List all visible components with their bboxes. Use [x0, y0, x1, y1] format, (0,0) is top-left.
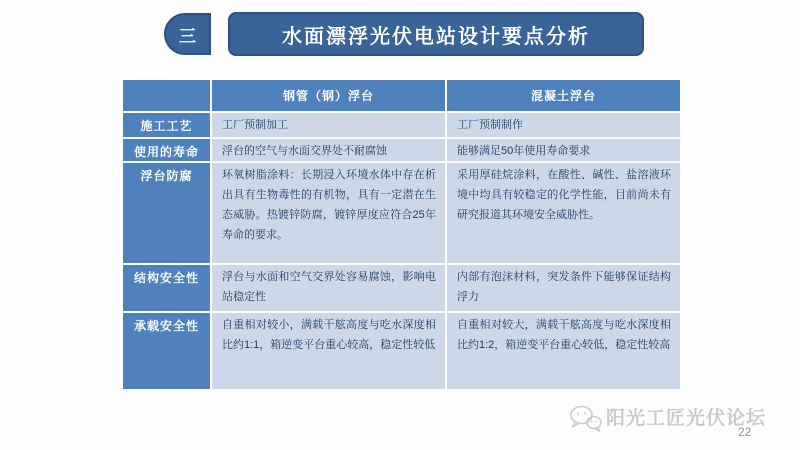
- footer: [560, 400, 780, 445]
- cell-concrete: 自重相对较大，满载干舷高度与吃水深度相比约1:2，箱逆变平台重心较低，稳定性较高: [447, 313, 680, 389]
- row-label: 使用的寿命: [123, 139, 210, 161]
- table-header-row: [123, 80, 680, 111]
- cell-steel: 自重相对较小，满载干舷高度与吃水深度相比约1:1，箱逆变平台重心较高，稳定性较低: [212, 313, 445, 389]
- table-row: [123, 113, 680, 137]
- cell-steel: 工厂预制加工: [212, 113, 445, 137]
- row-label: 承载安全性: [123, 313, 210, 389]
- cell-concrete: 采用厚硅烷涂料，在酸性、碱性、盐溶液环境中均具有较稳定的化学性能，目前尚未有研究报道其环境安全威胁性。: [447, 163, 680, 263]
- page-number: 22: [738, 425, 752, 439]
- header-cell-concrete: 混凝土浮台: [447, 80, 680, 111]
- row-label: 施工工艺: [123, 113, 210, 137]
- section-number: 三: [179, 26, 196, 46]
- cell-concrete: 工厂预制制作: [447, 113, 680, 137]
- header-cell-empty: [123, 80, 210, 111]
- title-box: [228, 12, 644, 56]
- table-row: [123, 313, 680, 389]
- cell-steel: 浮台的空气与水面交界处不耐腐蚀: [212, 139, 445, 161]
- footer-brand-text: 阳光工匠光伏论坛: [606, 408, 767, 429]
- section-number-badge: [164, 13, 211, 55]
- cell-steel: 环氧树脂涂料：长期浸入环境水体中存在析出具有生物毒性的有机物，具有一定潜在生态威胁。热镀锌防腐，镀锌厚度应符合25年寿命的要求。: [212, 163, 445, 263]
- wechat-icon: [568, 404, 602, 432]
- table-row: [123, 139, 680, 161]
- cell-concrete: 内部有泡沫材料，突发条件下能够保证结构浮力: [447, 265, 680, 311]
- cell-steel: 浮台与水面和空气交界处容易腐蚀，影响电站稳定性: [212, 265, 445, 311]
- comparison-table: [123, 80, 680, 389]
- row-label: 结构安全性: [123, 265, 210, 311]
- page-title: 水面漂浮光伏电站设计要点分析: [282, 25, 590, 48]
- table-row: [123, 163, 680, 263]
- row-label: 浮台防腐: [123, 163, 210, 263]
- table-row: [123, 265, 680, 311]
- cell-concrete: 能够满足50年使用寿命要求: [447, 139, 680, 161]
- header-cell-steel: 钢管（钢）浮台: [212, 80, 445, 111]
